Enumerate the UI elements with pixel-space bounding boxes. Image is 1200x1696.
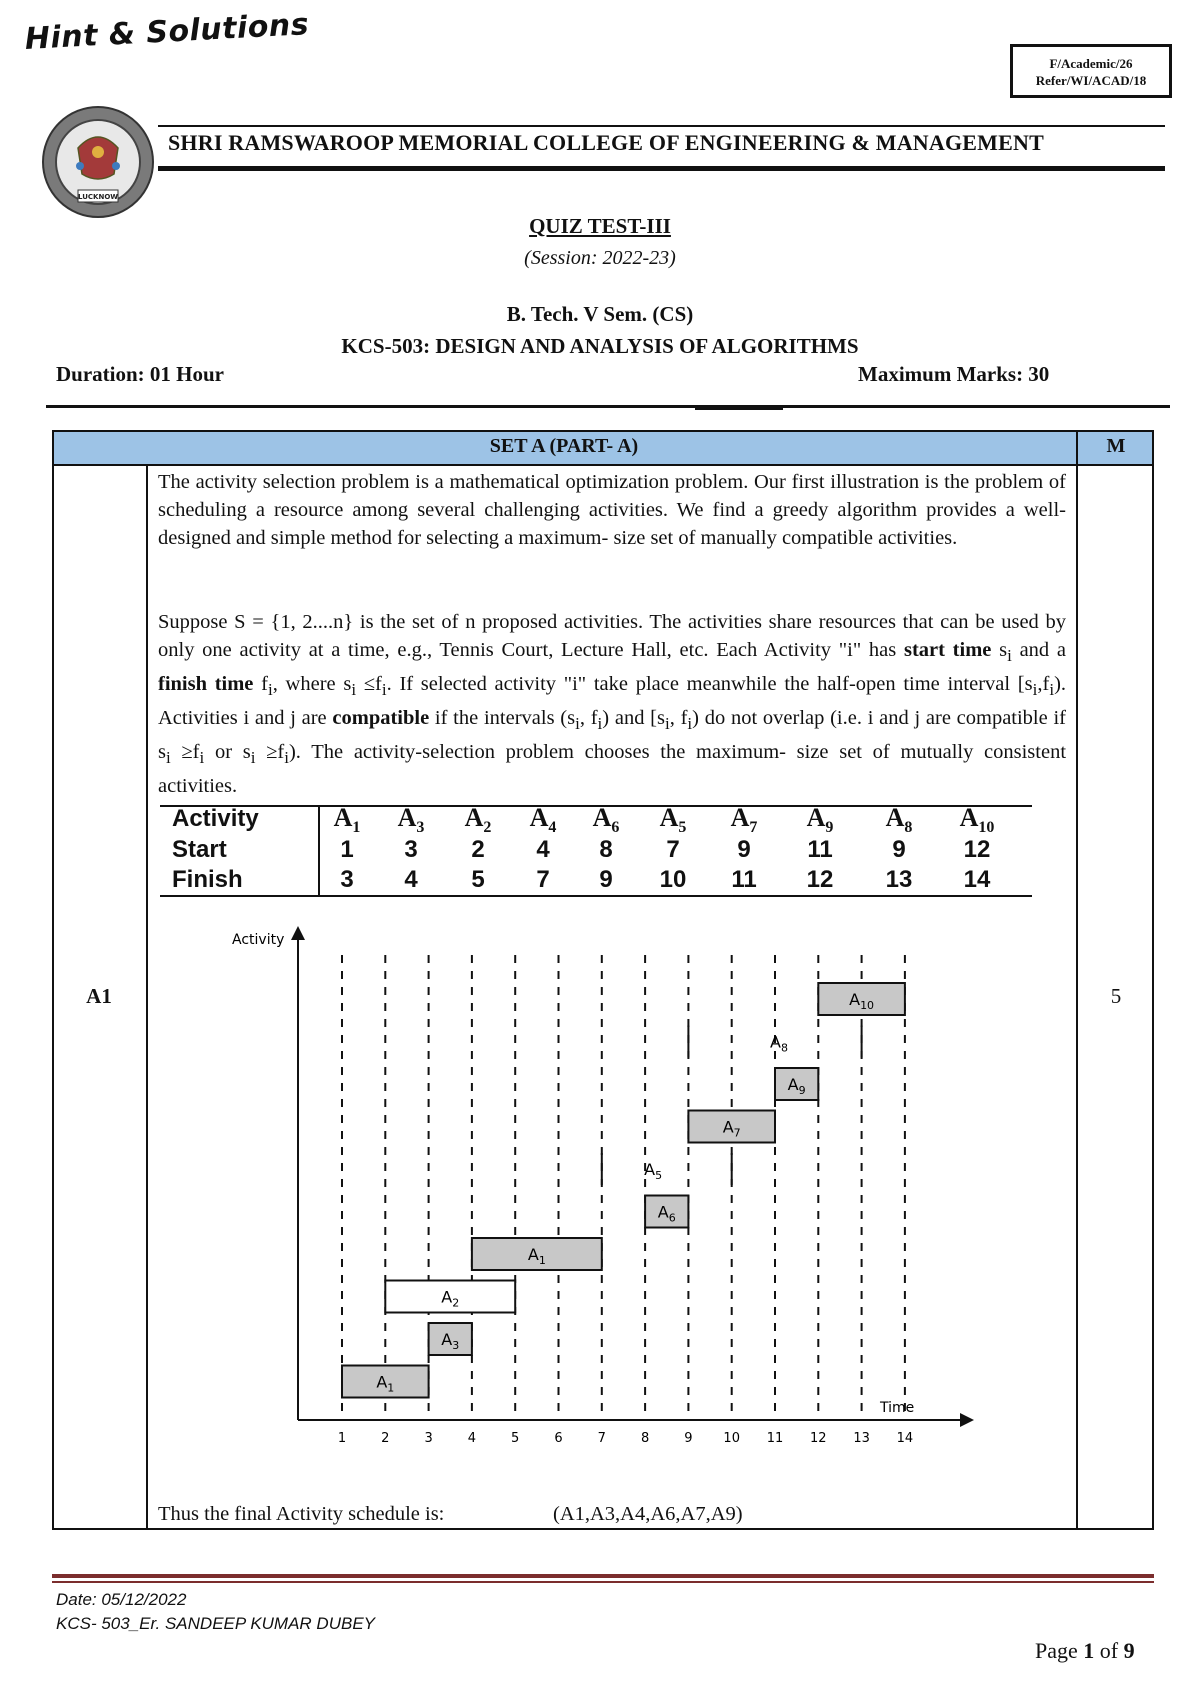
activity-name-cell: $A_2$ (464, 803, 492, 837)
activity-finish-cell: 12 (806, 866, 834, 893)
x-tick-label: 5 (511, 1431, 520, 1446)
activity-finish-cell: 7 (536, 866, 550, 893)
x-tick-label: 11 (766, 1431, 784, 1446)
activity-start-cell: 11 (807, 836, 833, 863)
activity-bar-label: $A_5$ (644, 1160, 663, 1182)
activity-start-cell: 9 (737, 836, 751, 863)
term-compatible: compatible (332, 707, 430, 730)
y-axis-label: Activity (232, 932, 285, 948)
term-finish-time: finish time (158, 673, 254, 696)
activity-bar-label: $A_9$ (787, 1075, 806, 1097)
activity-finish-cell: 3 (340, 866, 354, 893)
final-schedule-value: (A1,A3,A4,A6,A7,A9) (553, 1503, 743, 1525)
activity-gantt-chart (220, 920, 1000, 1480)
x-tick-label: 1 (337, 1431, 347, 1446)
activity-bar-label: $A_{10}$ (849, 990, 875, 1012)
x-tick-label: 3 (424, 1431, 433, 1446)
x-tick-label: 12 (810, 1431, 827, 1446)
activity-bar-label: $A_8$ (770, 1032, 788, 1055)
x-tick-label: 4 (467, 1431, 477, 1446)
activity-bar-label: $A_1$ (527, 1245, 546, 1267)
activity-finish-cell: 14 (963, 866, 991, 893)
footer-rule (52, 1581, 1154, 1583)
x-tick-label: 7 (597, 1431, 606, 1446)
activity-finish-cell: 13 (885, 866, 913, 893)
table-column-divider (1076, 430, 1078, 1530)
x-tick-label: 8 (640, 1431, 650, 1446)
activity-finish-cell: 4 (404, 866, 418, 893)
activity-name-cell: $A_1$ (333, 803, 361, 837)
activity-bar-label: $A_7$ (722, 1117, 741, 1140)
table-column-divider (146, 466, 148, 1530)
activity-name-cell: $A_6$ (592, 803, 620, 837)
activity-name-cell: $A_8$ (885, 803, 913, 837)
marks-header: M (1106, 435, 1126, 457)
maximum-marks: Maximum Marks: 30 (858, 362, 1050, 386)
college-logo (40, 104, 156, 220)
activity-finish-cell: 5 (471, 866, 485, 893)
header-divider (46, 405, 1170, 408)
answer-paragraph-1: The activity selection problem is a mathematical optimization problem. Our first illustration is the problem of scheduling a resource among several challenging activities. We find a greedy algorithm provides a well-designed and simple method for selecting a maximum- size set of manually compatible activities. (158, 471, 1066, 549)
activity-start-cell: 1 (340, 836, 354, 863)
footer-rule (52, 1574, 1154, 1578)
activity-name-cell: $A_{10}$ (959, 803, 995, 837)
activity-start-cell: 3 (404, 836, 418, 863)
hint-solutions-label: Hint & Solutions (24, 7, 310, 57)
final-schedule-label: Thus the final Activity schedule is: (158, 1503, 445, 1525)
activity-start-cell: 2 (471, 836, 485, 863)
x-tick-label: 9 (684, 1431, 693, 1446)
logo-text: LUCKNOW (78, 193, 118, 201)
row-label-finish: Finish (172, 866, 243, 893)
activity-start-cell: 7 (666, 836, 680, 863)
activity-finish-cell: 9 (599, 866, 613, 893)
activity-finish-cell: 11 (731, 866, 757, 893)
section-header: SET A (PART- A) (489, 435, 639, 457)
row-label-activity: Activity (172, 805, 259, 832)
activity-name-cell: $A_9$ (806, 803, 834, 837)
activity-bar-label: $A_3$ (441, 1330, 460, 1352)
college-rule-bottom (158, 166, 1165, 171)
course-title: KCS-503: DESIGN AND ANALYSIS OF ALGORITHMS (341, 334, 859, 358)
activity-bar-label: $A_1$ (376, 1372, 395, 1395)
header-divider-accent (695, 408, 783, 410)
activity-start-cell: 9 (892, 836, 906, 863)
x-tick-label: 14 (896, 1431, 914, 1446)
activity-name-cell: $A_7$ (730, 803, 758, 837)
activity-name-cell: $A_4$ (529, 803, 557, 837)
y-axis-arrow (291, 926, 305, 940)
reference-box (1010, 44, 1172, 98)
quiz-title: QUIZ TEST-III (529, 214, 671, 238)
ref-line-2: Refer/WI/ACAD/18 (1035, 73, 1147, 88)
x-tick-label: 2 (381, 1431, 390, 1446)
term-start-time: start time (903, 639, 992, 661)
activity-start-cell: 4 (536, 836, 550, 863)
college-rule-top (158, 125, 1165, 127)
row-label-start: Start (172, 836, 227, 863)
page-number: Page 1 of 9 (1035, 1638, 1135, 1663)
duration: Duration: 01 Hour (56, 362, 224, 386)
activity-start-cell: 12 (963, 836, 991, 863)
activity-name-cell: $A_5$ (659, 803, 687, 837)
x-tick-label: 13 (853, 1431, 870, 1446)
activity-bar-label: $A_2$ (441, 1287, 460, 1310)
question-id: A1 (86, 984, 112, 1008)
college-name: SHRI RAMSWAROOP MEMORIAL COLLEGE OF ENGINEERING & MANAGEMENT (168, 130, 1044, 155)
session: (Session: 2022-23) (524, 247, 676, 269)
activity-finish-cell: 10 (659, 866, 687, 893)
x-axis-label: Time (880, 1400, 915, 1416)
activity-bar-label: $A_6$ (657, 1202, 676, 1225)
footer-date: Date: 05/12/2022 (56, 1590, 187, 1609)
x-axis-arrow (960, 1413, 974, 1427)
activity-start-cell: 8 (599, 836, 613, 863)
program: B. Tech. V Sem. (CS) (506, 302, 694, 326)
activity-name-cell: $A_3$ (397, 803, 425, 837)
footer-author: KCS- 503_Er. SANDEEP KUMAR DUBEY (56, 1614, 375, 1633)
x-tick-label: 6 (554, 1431, 563, 1446)
x-tick-label: 10 (723, 1431, 740, 1446)
question-marks: 5 (1110, 984, 1122, 1008)
answer-paragraph-2: Suppose S = {1, 2....n} is the set of n proposed activities. The activities share resources that can be used by only one activity at a time, e.g., Tennis Court, Lecture Hall, etc. Each Activity "i" has start time $s_i$ and a finish time $f_i$, where $s_i \le f_i$. If selected activity "i" take place meanwhile the half-open time interval $[s_i,f_i)$. Activities i and j are compatible if the intervals ($s_i$, $f_i$) and [$s_i$, $f_i$) do not overlap (i.e. i and j are compatible if $s_i \ge f_i$ or $s_i \ge f_i$). The activity-selection problem chooses the maximum- size set of mutually consistent activities. (158, 611, 1067, 798)
ref-line-1: F/Academic/26 (1049, 56, 1133, 71)
